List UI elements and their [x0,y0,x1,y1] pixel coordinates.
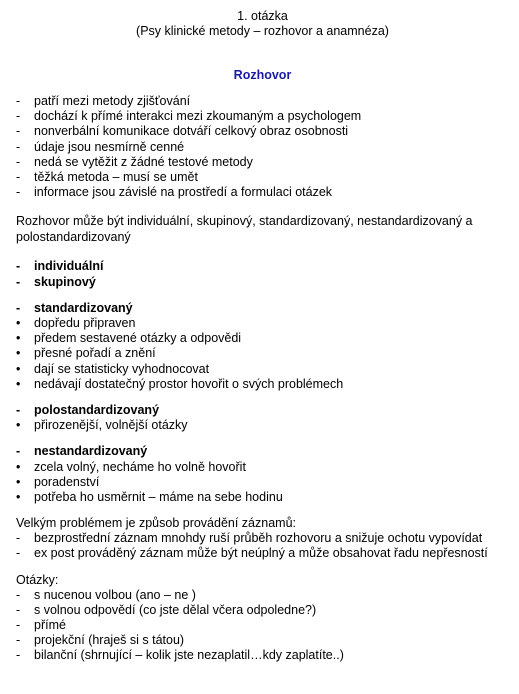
paragraph-line: polostandardizovaný [16,229,131,244]
type-group: - skupinový [16,275,509,290]
list-item: • nedávají dostatečný prostor hovořit o svých problémech [16,377,509,392]
type-non-standardized: - nestandardizovaný [16,444,509,459]
questions-intro: Otázky: [16,572,59,587]
list-item: • zcela volný, necháme ho volně hovořit [16,460,509,475]
list-item: - dochází k přímé interakci mezi zkoumaným a psychologem [16,109,509,124]
list-item: • dopředu připraven [16,316,509,331]
type-standardized: - standardizovaný [16,301,509,316]
list-item: - přímé [16,618,509,633]
records-list [16,531,509,561]
questions-list [16,588,509,664]
list-item: - údaje jsou nesmírně cenné [16,140,509,155]
question-subtitle: (Psy klinické metody – rozhovor a anamnéza) [136,24,389,38]
semi-standardized-heading [16,403,509,418]
list-item: - nonverbální komunikace dotváří celkový obraz osobnosti [16,124,509,139]
list-item: • poradenství [16,475,509,490]
non-standardized-heading [16,444,509,459]
list-item: • přirozenější, volnější otázky [16,418,509,433]
list-item: - s nucenou volbou (ano – ne ) [16,588,509,603]
section-heading: Rozhovor [233,68,292,82]
list-item: - ex post prováděný záznam může být neúplný a může obsahovat řadu nepřesností [16,546,509,561]
list-item: - těžká metoda – musí se umět [16,170,509,185]
list-item: - nedá se vytěžit z žádné testové metody [16,155,509,170]
list-item: • dají se statisticky vyhodnocovat [16,362,509,377]
types-paragraph [16,214,509,245]
standardized-heading [16,301,509,316]
list-item: • potřeba ho usměrnit – máme na sebe hodinu [16,490,509,505]
list-item: - projekční (hraješ si s tátou) [16,633,509,648]
list-item: • přesné pořadí a znění [16,346,509,361]
list-item: - s volnou odpovědí (co jste dělal včera odpoledne?) [16,603,509,618]
list-item: • předem sestavené otázky a odpovědi [16,331,509,346]
list-item: - informace jsou závislé na prostředí a formulaci otázek [16,185,509,200]
list-item: - patří mezi metody zjišťování [16,94,509,109]
question-title: 1. otázka [237,9,288,23]
intro-list [16,94,509,200]
semi-standardized-list [16,418,509,433]
records-intro: Velkým problémem je způsob provádění záznamů: [16,516,297,531]
list-item: - bilanční (shrnující – kolik jste nezaplatil…kdy zaplatíte..) [16,648,509,663]
non-standardized-list [16,460,509,506]
paragraph-line: Rozhovor může být individuální, skupinový, standardizovaný, nestandardizovaný a [16,214,473,229]
standardized-list [16,316,509,392]
list-item: - bezprostřední záznam mnohdy ruší průběh rozhovoru a snižuje ochotu vypovídat [16,531,509,546]
type-semi-standardized: - polostandardizovaný [16,403,509,418]
type-list [16,259,509,289]
type-individual: - individuální [16,259,509,274]
